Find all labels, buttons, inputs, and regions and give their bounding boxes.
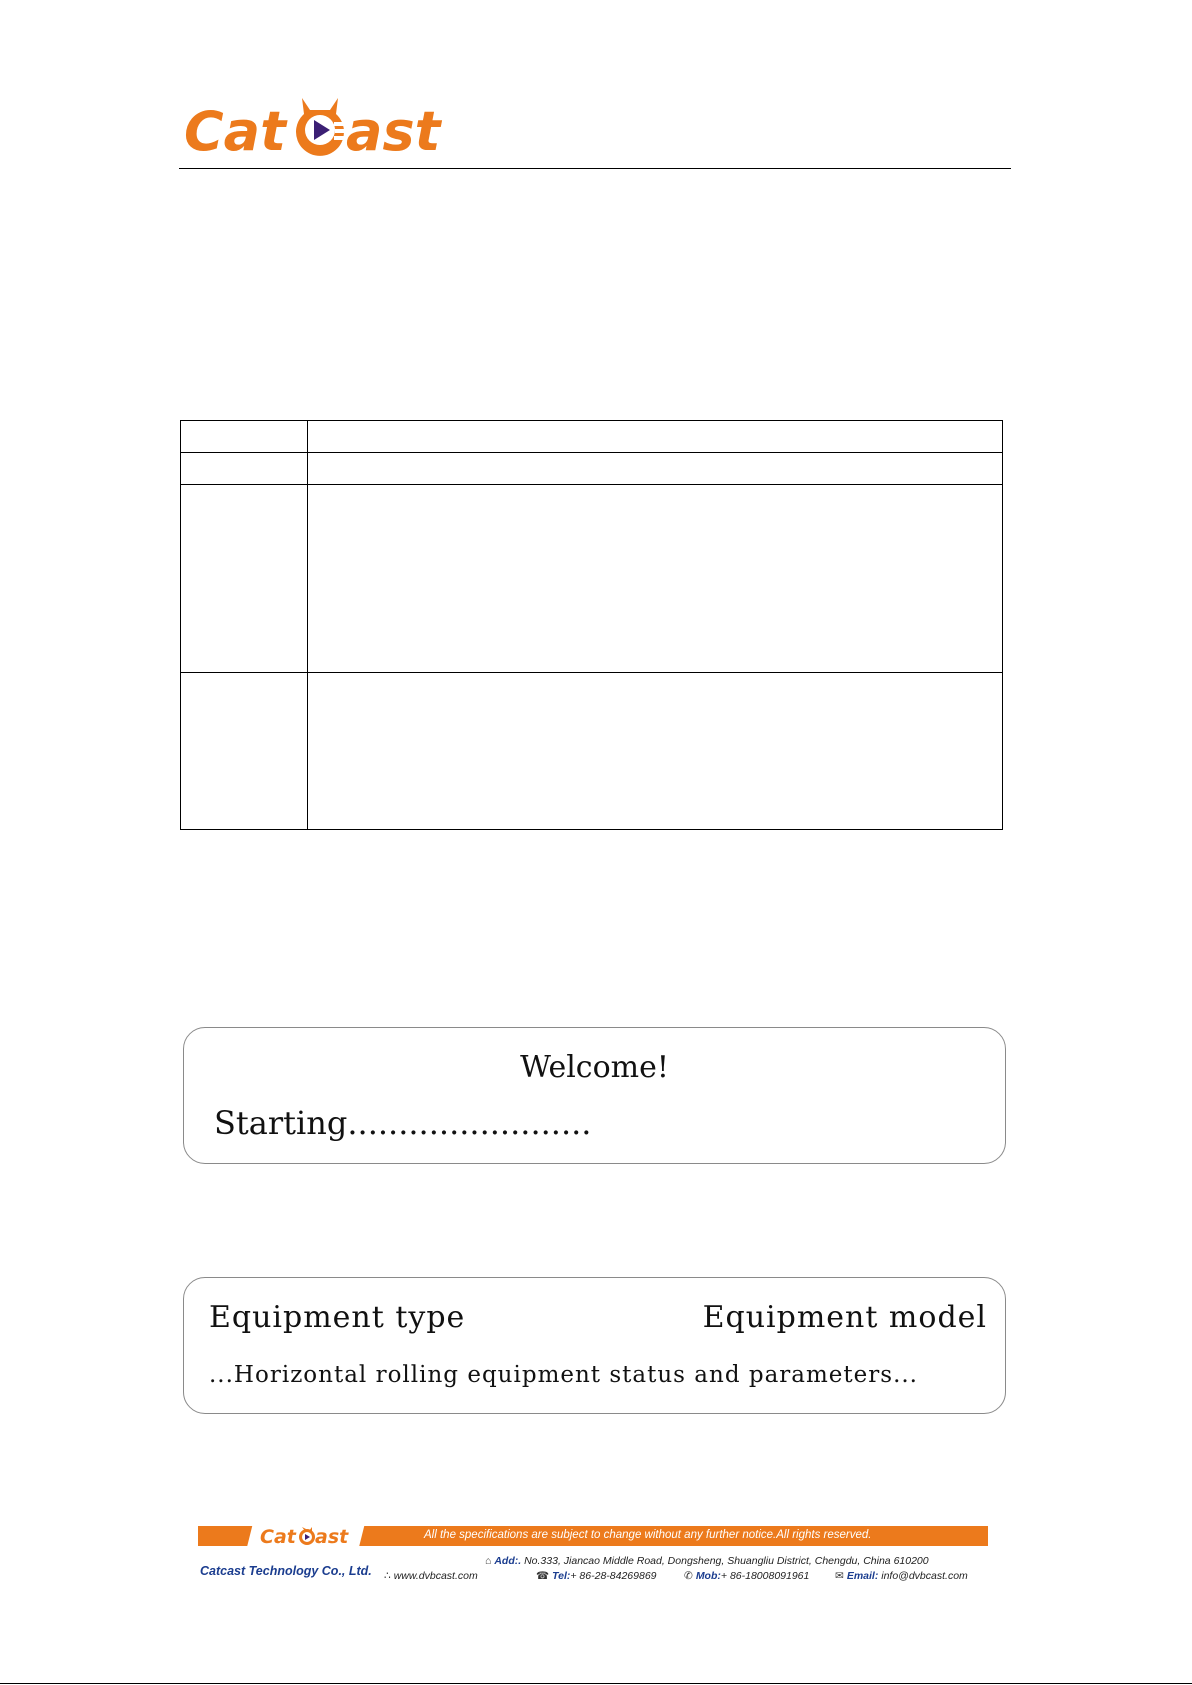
header-divider [179, 168, 1011, 169]
phone-icon: ☎ [536, 1570, 550, 1582]
mob-label: Mob: [695, 1570, 721, 1582]
footer-tel [536, 1570, 657, 1582]
footer-notice: All the specifications are subject to change without any further notice.All rights reserved. [424, 1529, 872, 1541]
footer-email [835, 1570, 968, 1582]
table-cell-label [181, 485, 308, 673]
footer-company-name: Catcast Technology Co., Ltd. [200, 1564, 372, 1578]
table-row [181, 421, 1003, 453]
svg-text:Cat: Cat [184, 100, 286, 160]
svg-text:ast: ast [346, 100, 441, 160]
lcd-starting-status: Starting........................ [214, 1104, 592, 1142]
table-row [181, 485, 1003, 673]
website-link[interactable]: www.dvbcast.com [393, 1570, 478, 1582]
svg-text:ast: ast [315, 1526, 349, 1548]
table-cell-content [308, 453, 1003, 485]
table-cell-label [181, 673, 308, 830]
lcd-welcome-screen [183, 1027, 1006, 1164]
footer-catcast-logo [258, 1522, 358, 1548]
footer-website [384, 1570, 478, 1582]
table-cell-label [181, 453, 308, 485]
table-cell-content [308, 421, 1003, 453]
address-icon: ⌂ [485, 1555, 492, 1567]
lcd-equipment-type: Equipment type [209, 1300, 466, 1335]
page-footer [198, 1520, 988, 1585]
svg-text:Cat: Cat [260, 1526, 296, 1548]
address-label: Add:. [494, 1555, 522, 1567]
mail-icon: ✉ [835, 1570, 844, 1582]
table-cell-content [308, 673, 1003, 830]
address-value: No.333, Jiancao Middle Road, Dongsheng, Shuangliu District, Chengdu, China 610200 [524, 1555, 929, 1567]
footer-address [485, 1555, 929, 1567]
lcd-rolling-text: ...Horizontal rolling equipment status and parameters... [209, 1362, 918, 1388]
email-label: Email: [846, 1570, 879, 1582]
table-cell-label [181, 421, 308, 453]
wifi-icon: ∴ [384, 1570, 391, 1582]
mob-value: + 86-18008091961 [720, 1570, 810, 1582]
lcd-equipment-screen [183, 1277, 1006, 1414]
page-bottom-edge [0, 1683, 1192, 1684]
table-row [181, 673, 1003, 830]
footer-mob [684, 1570, 809, 1582]
tel-value: + 86-28-84269869 [570, 1570, 657, 1582]
lcd-welcome-title: Welcome! [520, 1050, 669, 1085]
spec-table [180, 420, 1003, 830]
tel-label: Tel: [552, 1570, 571, 1582]
mobile-icon: ✆ [684, 1570, 693, 1582]
table-cell-content [308, 485, 1003, 673]
email-link[interactable]: info@dvbcast.com [881, 1570, 968, 1582]
lcd-equipment-model: Equipment model [702, 1300, 987, 1335]
catcast-logo [180, 88, 460, 160]
table-row [181, 453, 1003, 485]
